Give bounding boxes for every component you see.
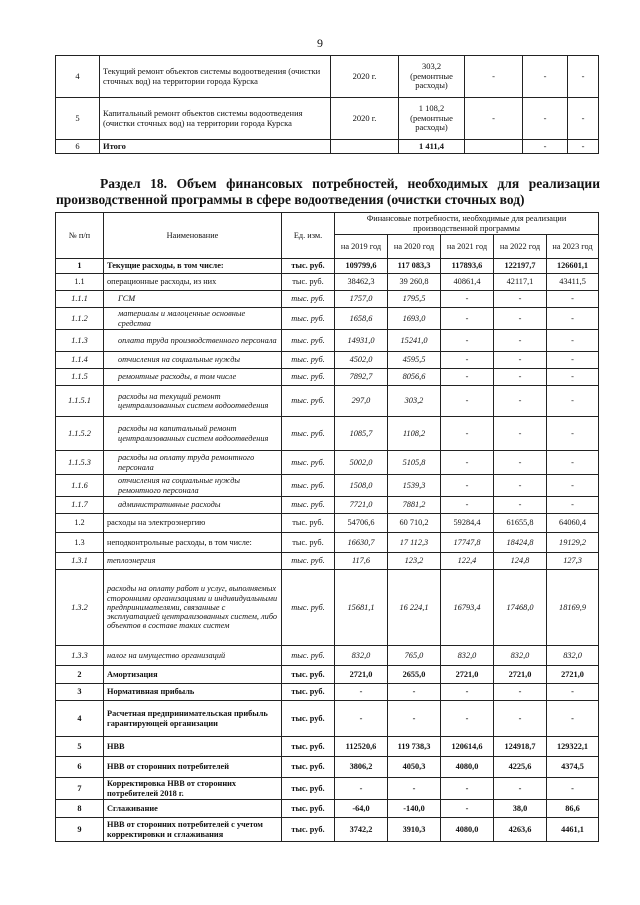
row-unit: тыс. руб. xyxy=(282,570,335,646)
row-name: расходы на текущий ремонт централизованных систем водоотведения xyxy=(104,386,282,417)
row-value: 17 112,3 xyxy=(388,533,441,553)
row-number: 5 xyxy=(56,737,104,757)
row-name: Сглаживание xyxy=(104,800,282,818)
row-number: 1.3 xyxy=(56,533,104,553)
row-value: 5105,8 xyxy=(388,451,441,475)
row-name: расходы на капитальный ремонт централизованных систем водоотведения xyxy=(104,417,282,451)
row-number: 1.1.2 xyxy=(56,308,104,330)
row-unit: тыс. руб. xyxy=(282,514,335,533)
table-row xyxy=(56,417,599,451)
row-value: 122197,7 xyxy=(494,259,547,274)
header-year: на 2021 год xyxy=(441,235,494,259)
row-value: 4080,0 xyxy=(441,818,494,842)
table-row xyxy=(56,757,599,778)
cell-num: 4 xyxy=(56,56,100,98)
row-unit: тыс. руб. xyxy=(282,291,335,308)
row-value: 17468,0 xyxy=(494,570,547,646)
row-value: - xyxy=(547,291,599,308)
row-value: 4263,6 xyxy=(494,818,547,842)
row-value: 832,0 xyxy=(494,646,547,666)
row-number: 1.3.2 xyxy=(56,570,104,646)
row-number: 2 xyxy=(56,666,104,684)
row-value: 2721,0 xyxy=(547,666,599,684)
row-value: 4374,5 xyxy=(547,757,599,778)
row-unit: тыс. руб. xyxy=(282,369,335,386)
header-num: № п/п xyxy=(56,213,104,259)
row-value: - xyxy=(547,475,599,497)
row-value: 765,0 xyxy=(388,646,441,666)
row-value: 2721,0 xyxy=(494,666,547,684)
row-unit: тыс. руб. xyxy=(282,308,335,330)
row-value: 832,0 xyxy=(441,646,494,666)
table-row xyxy=(56,98,599,140)
row-value: - xyxy=(441,701,494,737)
row-value: 19129,2 xyxy=(547,533,599,553)
cell-c3: - xyxy=(568,56,599,98)
table-row xyxy=(56,778,599,800)
row-value: 2721,0 xyxy=(441,666,494,684)
row-number: 4 xyxy=(56,701,104,737)
row-value: - xyxy=(547,778,599,800)
row-number: 9 xyxy=(56,818,104,842)
row-name: НВВ xyxy=(104,737,282,757)
header-year: на 2019 год xyxy=(335,235,388,259)
row-number: 1.1.5.3 xyxy=(56,451,104,475)
header-year: на 2023 год xyxy=(547,235,599,259)
row-value: 4050,3 xyxy=(388,757,441,778)
cell-year: 2020 г. xyxy=(331,56,399,98)
row-value: 3806,2 xyxy=(335,757,388,778)
row-value: 43411,5 xyxy=(547,274,599,291)
row-value: 124,8 xyxy=(494,553,547,570)
row-value: 64060,4 xyxy=(547,514,599,533)
row-unit: тыс. руб. xyxy=(282,701,335,737)
row-value: 18424,8 xyxy=(494,533,547,553)
table-row xyxy=(56,369,599,386)
row-unit: тыс. руб. xyxy=(282,818,335,842)
row-value: - xyxy=(494,701,547,737)
table-row xyxy=(56,352,599,369)
table-row xyxy=(56,684,599,701)
row-unit: тыс. руб. xyxy=(282,417,335,451)
row-value: 109799,6 xyxy=(335,259,388,274)
cell-c2: - xyxy=(523,56,568,98)
row-value: 120614,6 xyxy=(441,737,494,757)
table-row xyxy=(56,553,599,570)
row-value: 1108,2 xyxy=(388,417,441,451)
row-value: 38,0 xyxy=(494,800,547,818)
row-value: - xyxy=(494,352,547,369)
row-name: расходы на электроэнергию xyxy=(104,514,282,533)
financial-needs-table xyxy=(55,212,599,842)
row-number: 1.3.1 xyxy=(56,553,104,570)
row-value: 15681,1 xyxy=(335,570,388,646)
table-row xyxy=(56,291,599,308)
row-value: - xyxy=(441,369,494,386)
row-value: - xyxy=(388,701,441,737)
row-number: 1.1.7 xyxy=(56,497,104,514)
row-value: 7721,0 xyxy=(335,497,388,514)
table-row xyxy=(56,818,599,842)
row-unit: тыс. руб. xyxy=(282,274,335,291)
row-number: 1.3.3 xyxy=(56,646,104,666)
row-value: 117893,6 xyxy=(441,259,494,274)
row-value: - xyxy=(441,308,494,330)
row-value: - xyxy=(388,684,441,701)
row-number: 8 xyxy=(56,800,104,818)
row-value: 4595,5 xyxy=(388,352,441,369)
row-value: 3910,3 xyxy=(388,818,441,842)
row-value: - xyxy=(494,778,547,800)
row-value: 16793,4 xyxy=(441,570,494,646)
row-name: НВВ от сторонних потребителей xyxy=(104,757,282,778)
row-value: - xyxy=(388,778,441,800)
page-number: 9 xyxy=(317,36,323,50)
row-value: - xyxy=(335,701,388,737)
row-unit: тыс. руб. xyxy=(282,352,335,369)
row-value: 16630,7 xyxy=(335,533,388,553)
row-unit: тыс. руб. xyxy=(282,646,335,666)
row-number: 1.1.5 xyxy=(56,369,104,386)
row-value: 5002,0 xyxy=(335,451,388,475)
table-row xyxy=(56,259,599,274)
row-value: - xyxy=(547,308,599,330)
cell-year xyxy=(331,140,399,154)
row-value: 117 083,3 xyxy=(388,259,441,274)
row-value: - xyxy=(494,386,547,417)
row-value: 2655,0 xyxy=(388,666,441,684)
row-value: - xyxy=(494,417,547,451)
row-value: 1757,0 xyxy=(335,291,388,308)
header-name: Наименование xyxy=(104,213,282,259)
row-value: 8056,6 xyxy=(388,369,441,386)
row-value: 127,3 xyxy=(547,553,599,570)
row-name: Текущие расходы, в том числе: xyxy=(104,259,282,274)
row-value: 129322,1 xyxy=(547,737,599,757)
row-value: - xyxy=(441,497,494,514)
row-name: теплоэнергия xyxy=(104,553,282,570)
cell-name: Текущий ремонт объектов системы водоотведения (очистки сточных вод) на территории города Курска xyxy=(100,56,331,98)
row-value: 4502,0 xyxy=(335,352,388,369)
row-value: - xyxy=(494,330,547,352)
section-heading: Раздел 18. Объем финансовых потребностей, необходимых для реализации производственной программы в сфере водоотведения (очистки сточных вод) xyxy=(56,176,600,208)
table-row xyxy=(56,800,599,818)
row-value: 17747,8 xyxy=(441,533,494,553)
table-row xyxy=(56,451,599,475)
row-unit: тыс. руб. xyxy=(282,553,335,570)
row-unit: тыс. руб. xyxy=(282,497,335,514)
row-value: 123,2 xyxy=(388,553,441,570)
row-value: - xyxy=(441,684,494,701)
row-name: Расчетная предпринимательская прибыль гарантирующей организации xyxy=(104,701,282,737)
table-row xyxy=(56,570,599,646)
row-name: НВВ от сторонних потребителей с учетом корректировки и сглаживания xyxy=(104,818,282,842)
row-value: 117,6 xyxy=(335,553,388,570)
row-value: 303,2 xyxy=(388,386,441,417)
row-value: 124918,7 xyxy=(494,737,547,757)
table-row xyxy=(56,308,599,330)
row-value: - xyxy=(547,369,599,386)
row-number: 1.1 xyxy=(56,274,104,291)
row-name: отчисления на социальные нужды xyxy=(104,352,282,369)
row-unit: тыс. руб. xyxy=(282,386,335,417)
row-value: - xyxy=(494,451,547,475)
cell-num: 6 xyxy=(56,140,100,154)
row-unit: тыс. руб. xyxy=(282,259,335,274)
row-name: ГСМ xyxy=(104,291,282,308)
row-value: - xyxy=(441,291,494,308)
row-unit: тыс. руб. xyxy=(282,757,335,778)
row-unit: тыс. руб. xyxy=(282,778,335,800)
cell-c2: - xyxy=(523,140,568,154)
row-unit: тыс. руб. xyxy=(282,666,335,684)
row-value: 126601,1 xyxy=(547,259,599,274)
table-row xyxy=(56,646,599,666)
row-value: 1085,7 xyxy=(335,417,388,451)
row-name: материалы и малоценные основные средства xyxy=(104,308,282,330)
row-value: 40861,4 xyxy=(441,274,494,291)
row-value: 297,0 xyxy=(335,386,388,417)
row-name: Нормативная прибыль xyxy=(104,684,282,701)
row-value: - xyxy=(547,330,599,352)
row-number: 1.1.6 xyxy=(56,475,104,497)
row-value: - xyxy=(441,330,494,352)
row-value: 122,4 xyxy=(441,553,494,570)
table-row xyxy=(56,475,599,497)
cell-num: 5 xyxy=(56,98,100,140)
row-value: 1795,5 xyxy=(388,291,441,308)
row-value: 86,6 xyxy=(547,800,599,818)
row-value: 4080,0 xyxy=(441,757,494,778)
row-value: - xyxy=(547,352,599,369)
project-list-table xyxy=(55,55,599,154)
cell-c1: - xyxy=(465,56,523,98)
row-value: - xyxy=(547,417,599,451)
row-unit: тыс. руб. xyxy=(282,330,335,352)
table-row xyxy=(56,274,599,291)
row-value: 18169,9 xyxy=(547,570,599,646)
row-value: 112520,6 xyxy=(335,737,388,757)
cell-name: Капитальный ремонт объектов системы водоотведения (очистки сточных вод) на территории города Курска xyxy=(100,98,331,140)
row-number: 6 xyxy=(56,757,104,778)
row-value: - xyxy=(441,352,494,369)
row-number: 7 xyxy=(56,778,104,800)
row-value: - xyxy=(547,386,599,417)
row-value: 42117,1 xyxy=(494,274,547,291)
row-name: операционные расходы, из них xyxy=(104,274,282,291)
row-value: 3742,2 xyxy=(335,818,388,842)
row-value: 119 738,3 xyxy=(388,737,441,757)
row-value: - xyxy=(494,291,547,308)
row-unit: тыс. руб. xyxy=(282,737,335,757)
row-value: 38462,3 xyxy=(335,274,388,291)
row-value: -140,0 xyxy=(388,800,441,818)
row-unit: тыс. руб. xyxy=(282,533,335,553)
row-name: отчисления на социальные нужды ремонтного персонала xyxy=(104,475,282,497)
row-value: - xyxy=(441,386,494,417)
row-number: 1.1.1 xyxy=(56,291,104,308)
cell-c2: - xyxy=(523,98,568,140)
row-name: Корректировка НВВ от сторонних потребителей 2018 г. xyxy=(104,778,282,800)
row-value: - xyxy=(441,800,494,818)
row-value: - xyxy=(494,475,547,497)
row-value: - xyxy=(441,778,494,800)
table-row xyxy=(56,533,599,553)
row-name: расходы на оплату работ и услуг, выполняемых сторонними организациями и индивидуальными предпринимателями, связанные с эксплуатацией централизованных систем, либо объектов в составе таких систем xyxy=(104,570,282,646)
table-row xyxy=(56,666,599,684)
row-value: - xyxy=(547,451,599,475)
row-value: 59284,4 xyxy=(441,514,494,533)
row-value: - xyxy=(547,497,599,514)
header-year: на 2020 год xyxy=(388,235,441,259)
row-value: - xyxy=(335,684,388,701)
row-unit: тыс. руб. xyxy=(282,800,335,818)
cell-c3: - xyxy=(568,140,599,154)
header-year: на 2022 год xyxy=(494,235,547,259)
row-unit: тыс. руб. xyxy=(282,684,335,701)
row-number: 1 xyxy=(56,259,104,274)
row-value: 1508,0 xyxy=(335,475,388,497)
row-value: 39 260,8 xyxy=(388,274,441,291)
row-value: - xyxy=(335,778,388,800)
row-value: - xyxy=(547,684,599,701)
row-name: Амортизация xyxy=(104,666,282,684)
row-value: 7892,7 xyxy=(335,369,388,386)
row-value: - xyxy=(441,417,494,451)
row-value: 4225,6 xyxy=(494,757,547,778)
table-row xyxy=(56,56,599,98)
row-value: 1693,0 xyxy=(388,308,441,330)
table-row xyxy=(56,386,599,417)
row-value: - xyxy=(547,701,599,737)
row-value: - xyxy=(494,684,547,701)
row-value: - xyxy=(441,475,494,497)
table-row xyxy=(56,701,599,737)
row-name: административные расходы xyxy=(104,497,282,514)
row-value: 7881,2 xyxy=(388,497,441,514)
row-name: ремонтные расходы, в том числе xyxy=(104,369,282,386)
row-value: -64,0 xyxy=(335,800,388,818)
row-value: - xyxy=(441,451,494,475)
cell-amount: 1 411,4 xyxy=(399,140,465,154)
row-value: 54706,6 xyxy=(335,514,388,533)
row-value: 1539,3 xyxy=(388,475,441,497)
row-value: 4461,1 xyxy=(547,818,599,842)
header-group: Финансовые потребности, необходимые для реализации производственной программы xyxy=(335,213,599,235)
row-unit: тыс. руб. xyxy=(282,475,335,497)
row-number: 1.1.4 xyxy=(56,352,104,369)
header-unit: Ед. изм. xyxy=(282,213,335,259)
row-value: 832,0 xyxy=(335,646,388,666)
cell-amount: 1 108,2 (ремонтные расходы) xyxy=(399,98,465,140)
cell-name: Итого xyxy=(100,140,331,154)
cell-c3: - xyxy=(568,98,599,140)
table-row xyxy=(56,737,599,757)
row-name: налог на имущество организаций xyxy=(104,646,282,666)
cell-amount: 303,2 (ремонтные расходы) xyxy=(399,56,465,98)
row-value: - xyxy=(494,497,547,514)
cell-c1 xyxy=(465,140,523,154)
table-row xyxy=(56,140,599,154)
row-number: 1.1.3 xyxy=(56,330,104,352)
table-row xyxy=(56,497,599,514)
row-number: 1.1.5.1 xyxy=(56,386,104,417)
row-name: расходы на оплату труда ремонтного персонала xyxy=(104,451,282,475)
row-value: 1658,6 xyxy=(335,308,388,330)
row-value: 14931,0 xyxy=(335,330,388,352)
row-name: неподконтрольные расходы, в том числе: xyxy=(104,533,282,553)
cell-year: 2020 г. xyxy=(331,98,399,140)
row-number: 1.1.5.2 xyxy=(56,417,104,451)
row-value: 60 710,2 xyxy=(388,514,441,533)
row-value: 15241,0 xyxy=(388,330,441,352)
row-number: 3 xyxy=(56,684,104,701)
row-value: 16 224,1 xyxy=(388,570,441,646)
row-number: 1.2 xyxy=(56,514,104,533)
row-value: - xyxy=(494,369,547,386)
row-name: оплата труда производственного персонала xyxy=(104,330,282,352)
row-value: 2721,0 xyxy=(335,666,388,684)
table-row xyxy=(56,330,599,352)
row-value: - xyxy=(494,308,547,330)
row-value: 832,0 xyxy=(547,646,599,666)
cell-c1: - xyxy=(465,98,523,140)
table-row xyxy=(56,514,599,533)
row-value: 61655,8 xyxy=(494,514,547,533)
row-unit: тыс. руб. xyxy=(282,451,335,475)
